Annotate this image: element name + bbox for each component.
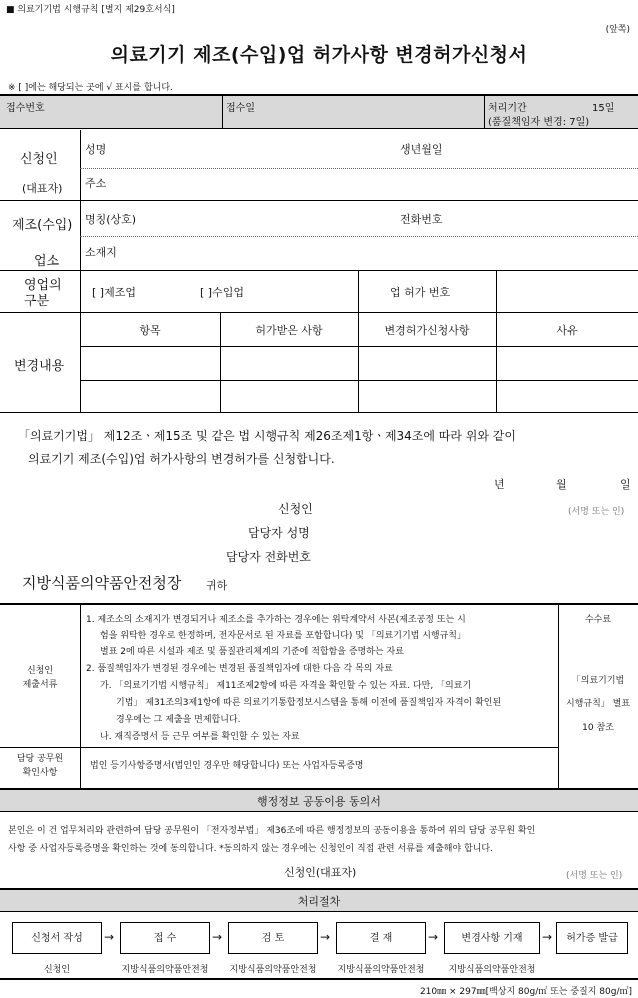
step-application: 신청서 작성 [12, 922, 102, 954]
documents-line-1: 1. 제조소의 소재지가 변경되거나 제조소를 추가하는 경우에는 위탁계약서 사본(제조공정 또는 시 [86, 615, 466, 625]
documents-line-6: 기법」 제31조의3제1항에 따른 의료기기통합정보시스템을 통해 이전에 품질책임자 자격이 확인된 [116, 698, 502, 708]
receipt-number-label: 접수번호 [6, 103, 45, 114]
arrow-icon: → [320, 930, 331, 944]
form-header: ■ 의료기기법 시행규칙 [별지 제29호서식] [6, 5, 175, 15]
officer-label-1: 담당 공무원 [16, 754, 64, 764]
documents-label-2: 제출서류 [22, 680, 58, 690]
date-year[interactable]: 년 [494, 478, 505, 491]
step-review: 검 토 [228, 922, 318, 954]
documents-line-2: 험을 위탁한 경우로 한정하며, 전자문서로 된 자료를 포함합니다) 및 「의료기기법 시행규칙」 [100, 631, 466, 641]
documents-line-5: 가. 「의료기기법 시행규칙」 제11조제2항에 따른 자격을 확인할 수 있는 자료. 다만, 「의료기 [100, 681, 472, 691]
business-type-label-1: 영업의 [24, 278, 62, 293]
actor-record: 지방식품의약품안전청 [448, 965, 536, 975]
changes-header-item: 항목 [139, 324, 161, 337]
business-name-field[interactable]: 명칭(상호) [85, 213, 137, 226]
step-receipt: 접 수 [120, 922, 210, 954]
fee-label: 수수료 [584, 615, 612, 625]
step-approval: 결 재 [336, 922, 426, 954]
officer-label-2: 확인사항 [22, 768, 58, 778]
front-mark: (앞쪽) [605, 25, 630, 35]
changes-header-approved: 허가받은 사항 [255, 324, 323, 337]
address-field[interactable]: 주소 [85, 177, 107, 190]
consent-title: 행정정보 공동이용 동의서 [257, 795, 381, 808]
changes-header-reason: 사유 [556, 324, 578, 337]
arrow-icon: → [212, 930, 223, 944]
documents-label-1: 신청인 [26, 666, 54, 676]
statement-applicant: 신청인 [278, 502, 313, 516]
documents-line-4: 2. 품질책임자가 변경된 경우에는 변경된 품질책임자에 대한 다음 각 목의 자료 [86, 664, 393, 674]
statement-line-2: 의료기기 제조(수입)업 허가사항의 변경허가를 신청합니다. [28, 452, 335, 466]
business-label-1: 제조(수입) [12, 218, 73, 233]
processing-period-label: 처리기간 [488, 103, 527, 114]
changes-label: 변경내용 [14, 359, 65, 374]
documents-line-8: 나. 재직증명서 등 근무 여부를 확인할 수 있는 자료 [100, 732, 300, 742]
process-title: 처리절차 [297, 895, 341, 908]
arrow-icon: → [104, 930, 115, 944]
import-checkbox[interactable]: [ ]수입업 [200, 286, 244, 299]
consent-signer: 신청인(대표자) [284, 866, 357, 879]
date-day[interactable]: 일 [620, 478, 631, 491]
business-phone-field[interactable]: 전화번호 [400, 213, 443, 226]
applicant-sub-label: (대표자) [22, 182, 63, 195]
applicant-label: 신청인 [20, 152, 58, 167]
consent-line-2: 사항 중 사업자등록증명을 확인하는 것에 동의합니다. *동의하지 않는 경우에는 신청인이 직접 관련 서류를 제출해야 합니다. [8, 844, 493, 854]
business-type-label-2: 구분 [24, 294, 50, 309]
business-label-2: 업소 [34, 254, 60, 269]
recipient: 지방식품의약품안전청장 [22, 574, 182, 592]
business-location-field[interactable]: 소재지 [85, 246, 117, 259]
documents-line-7: 경우에는 그 제출을 면제합니다. [116, 715, 241, 725]
arrow-icon: → [428, 930, 439, 944]
actor-applicant: 신청인 [43, 965, 71, 975]
recipient-suffix: 귀하 [206, 579, 228, 592]
page-title: 의료기기 제조(수입)업 허가사항 변경허가신청서 [110, 44, 528, 66]
fee-line-1: 「의료기기법 [571, 676, 625, 686]
receipt-date-label: 접수일 [226, 103, 255, 114]
fee-line-2: 시행규칙」 별표 [565, 699, 631, 709]
documents-line-3: 별표 2에 따른 시설과 제조 및 품질관리체계의 기준에 적합함을 증명하는 자료 [100, 647, 404, 657]
actor-review: 지방식품의약품안전청 [229, 965, 317, 975]
arrow-icon: → [542, 930, 553, 944]
processing-period-value: 15일 [592, 103, 615, 114]
consent-sign[interactable]: (서명 또는 인) [566, 871, 623, 881]
check-note: ※ [ ]에는 해당되는 곳에 √ 표시를 합니다. [8, 83, 173, 93]
date-month[interactable]: 월 [556, 478, 567, 491]
changes-header-requested: 변경허가신청사항 [384, 324, 470, 337]
manufacture-checkbox[interactable]: [ ]제조업 [92, 286, 136, 299]
paper-size-footer: 210㎜ × 297㎜[백상지 80g/㎡ 또는 중질지 80g/㎡] [419, 987, 632, 997]
staff-name-label: 담당자 성명 [248, 526, 310, 540]
staff-phone-label: 담당자 전화번호 [226, 550, 311, 564]
step-issue-license: 허가증 발급 [556, 922, 628, 954]
actor-approval: 지방식품의약품안전청 [337, 965, 425, 975]
officer-text: 법인 등기사항증명서(법인인 경우만 해당합니다) 또는 사업자등록증명 [90, 761, 364, 771]
fee-line-3: 10 참조 [582, 723, 614, 733]
statement-line-1: 「의료기기법」 제12조ㆍ제15조 및 같은 법 시행규칙 제26조제1항ㆍ제34조에 따라 위와 같이 [18, 429, 516, 443]
license-number-label: 업 허가 번호 [390, 286, 451, 299]
step-record-changes: 변경사항 기재 [444, 922, 540, 954]
statement-sign[interactable]: (서명 또는 인) [568, 507, 625, 517]
birth-date-field[interactable]: 생년월일 [400, 143, 443, 156]
processing-period-note: (품질책임자 변경: 7일) [488, 117, 590, 128]
name-field[interactable]: 성명 [85, 143, 107, 156]
consent-line-1: 본인은 이 건 업무처리와 관련하여 담당 공무원이 「전자정부법」 제36조에 따른 행정정보의 공동이용을 통하여 위의 담당 공무원 확인 [8, 826, 536, 836]
actor-receipt: 지방식품의약품안전청 [121, 965, 209, 975]
